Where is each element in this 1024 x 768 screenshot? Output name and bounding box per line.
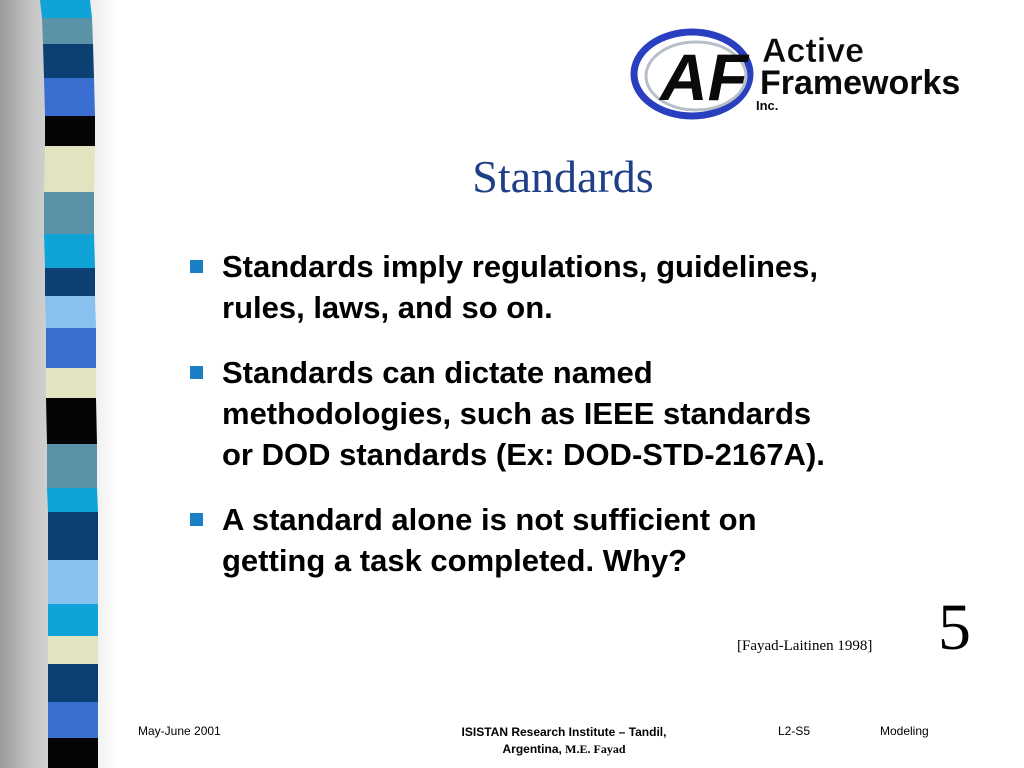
footer-institute bbox=[438, 724, 690, 758]
slide-title: Standards bbox=[472, 151, 654, 202]
square-bullet-icon bbox=[190, 260, 203, 273]
footer-author: M.E. Fayad bbox=[565, 742, 626, 756]
bullet-item bbox=[190, 352, 910, 475]
footer-institute-line2: Argentina, bbox=[502, 742, 562, 756]
footer-slide-code: L2-S5 bbox=[778, 724, 811, 738]
bullet-item bbox=[190, 499, 910, 581]
page-number: 5 bbox=[938, 591, 971, 664]
citation: [Fayad-Laitinen 1998] bbox=[737, 638, 873, 654]
footer-date: May-June 2001 bbox=[138, 724, 221, 738]
bullet-list bbox=[190, 246, 910, 605]
bullet-text: Standards imply regulations, guidelines, rules, laws, and so on. bbox=[222, 249, 819, 325]
square-bullet-icon bbox=[190, 366, 203, 379]
bullet-text: A standard alone is not sufficient on getting a task completed. Why? bbox=[222, 502, 757, 578]
logo-company-line2: Frameworks bbox=[760, 64, 961, 102]
logo-company-line1: Active bbox=[762, 32, 865, 70]
footer-institute-line1: ISISTAN Research Institute – Tandil, bbox=[461, 725, 667, 739]
bullet-item bbox=[190, 246, 910, 328]
active-frameworks-logo bbox=[630, 26, 995, 122]
logo-mark: AF bbox=[660, 40, 748, 114]
decorative-left-stripe bbox=[32, 0, 102, 768]
footer-topic: Modeling bbox=[880, 724, 929, 738]
logo-company-suffix: Inc. bbox=[756, 98, 779, 113]
bullet-text: Standards can dictate named methodologies, such as IEEE standards or DOD standards (Ex: DOD-STD-2167A). bbox=[222, 355, 825, 472]
square-bullet-icon bbox=[190, 513, 203, 526]
